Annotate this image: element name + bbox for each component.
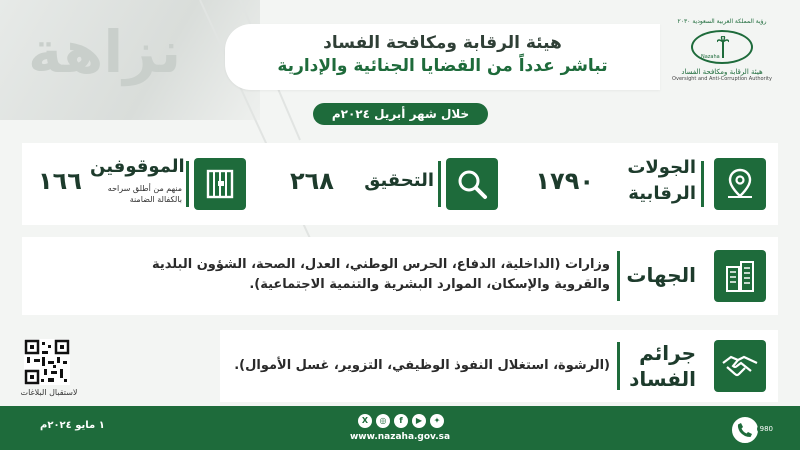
x-icon[interactable]: X	[358, 414, 372, 428]
snapchat-icon[interactable]: ✦	[430, 414, 444, 428]
detained-icon-box	[194, 158, 246, 210]
phone-icon	[737, 422, 753, 438]
stats-card	[22, 143, 778, 225]
crimes-icon-box	[714, 340, 766, 392]
entities-icon-box	[714, 250, 766, 302]
entities-label: الجهات	[626, 263, 696, 287]
magnifier-icon	[455, 167, 489, 201]
buildings-icon	[723, 259, 757, 293]
phone-badge[interactable]	[730, 415, 760, 445]
detained-sub-2: بالكفالة الضامنة	[129, 195, 182, 204]
entities-card	[22, 237, 778, 315]
watermark-text: نزاهة	[28, 18, 182, 86]
vision-2030-text: رؤية المملكة العربية السعودية ٢٠٣٠	[677, 18, 767, 25]
qr-label: لاستقبال البلاغات	[20, 388, 78, 397]
nazaha-logo	[672, 18, 772, 98]
entities-divider	[617, 251, 620, 301]
phone-number: 980	[757, 425, 776, 433]
logo-oval	[691, 30, 753, 64]
logo-name-arabic: هيئة الرقابة ومكافحة الفساد	[681, 68, 763, 76]
handshake-icon	[721, 351, 759, 381]
logo-name-english: Oversight and Anti-Corruption Authority	[672, 76, 772, 82]
crimes-card	[220, 330, 778, 402]
location-pin-icon	[724, 167, 756, 201]
patrols-divider	[701, 161, 704, 207]
instagram-icon[interactable]: ◎	[376, 414, 390, 428]
youtube-icon[interactable]: ▶	[412, 414, 426, 428]
prison-bars-icon	[203, 167, 237, 201]
header-title-box	[225, 24, 660, 90]
investigation-divider	[438, 161, 441, 207]
crimes-divider	[617, 342, 620, 390]
detained-divider	[186, 161, 189, 207]
crimes-label-2: الفساد	[629, 367, 696, 391]
qr-code[interactable]	[24, 339, 70, 385]
footer-website[interactable]: www.nazaha.gov.sa	[349, 432, 451, 442]
investigation-icon-box	[446, 158, 498, 210]
patrols-icon-box	[714, 158, 766, 210]
footer	[0, 406, 800, 450]
patrols-label-1: الجولات	[627, 157, 696, 178]
crimes-text: (الرشوة، استغلال النفوذ الوظيفي، التزوير، غسل الأموال).	[234, 358, 610, 373]
investigation-value: ٢٦٨	[290, 167, 334, 195]
page-subtitle: تباشر عدداً من القضايا الجنائية والإدارية	[277, 56, 608, 76]
patrols-label-2: الرقابية	[628, 183, 696, 204]
patrols-value: ١٧٩٠	[535, 167, 594, 195]
entities-text-1: وزارات (الداخلية، الدفاع، الحرس الوطني، العدل، الصحة، الشؤون البلدية	[151, 257, 610, 272]
crimes-label-1: جرائم	[639, 341, 696, 365]
entities-text-2: والقروية والإسكان، الموارد البشرية والتنمية الاجتماعية).	[249, 277, 610, 292]
investigation-label: التحقيق	[364, 170, 434, 191]
footer-date: ١ مايو ٢٠٢٤م	[40, 420, 105, 431]
period-badge: خلال شهر أبريل ٢٠٢٤م	[313, 103, 488, 125]
page-title: هيئة الرقابة ومكافحة الفساد	[323, 33, 562, 53]
facebook-icon[interactable]: f	[394, 414, 408, 428]
detained-label: الموقوفين	[90, 156, 185, 177]
detained-value: ١٦٦	[38, 167, 82, 195]
logo-oval-text: Nazaha	[701, 54, 720, 60]
detained-sub-1: منهم من أطلق سراحه	[107, 184, 182, 193]
